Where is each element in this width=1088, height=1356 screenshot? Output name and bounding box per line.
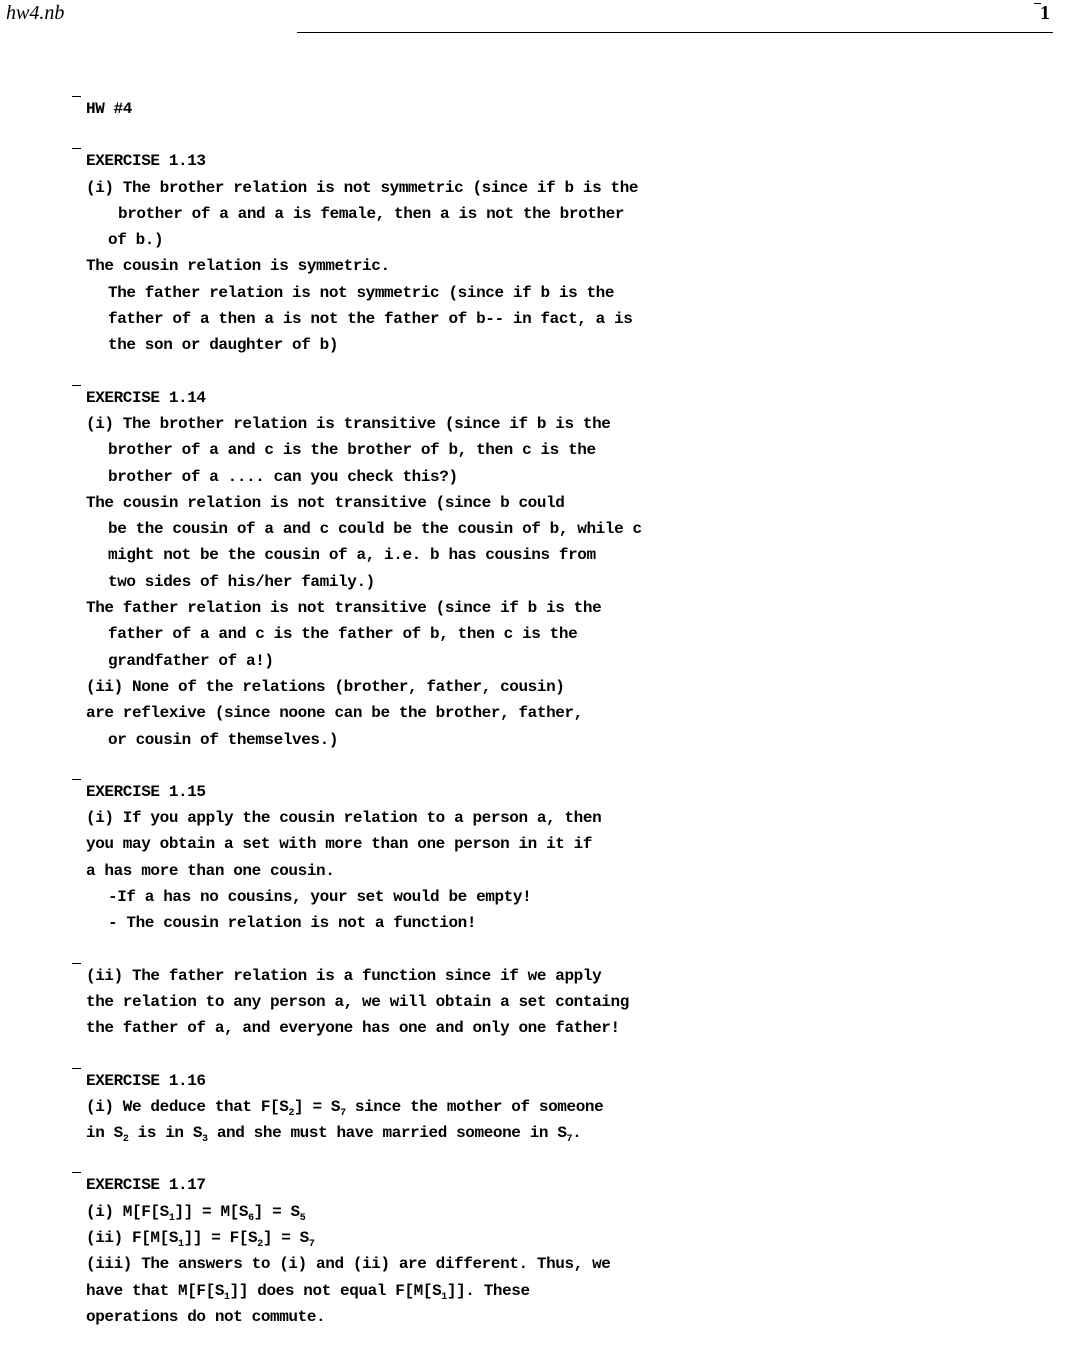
text-segment: ]] = F[S xyxy=(183,1228,258,1247)
text-line xyxy=(86,1199,726,1225)
text-line: (iii) The answers to (i) and (ii) are different. Thus, we xyxy=(86,1255,611,1274)
subscript: 7 xyxy=(566,1134,573,1146)
exercise-1-17-cell xyxy=(86,1172,726,1330)
notebook-filename: hw4.nb xyxy=(6,2,65,24)
text-line: The father relation is not symmetric (since if b is the xyxy=(108,283,615,302)
text-line: The cousin relation is symmetric. xyxy=(86,257,390,276)
subscript: 1 xyxy=(168,1212,175,1224)
notebook-content xyxy=(86,96,726,1356)
cell-bracket[interactable] xyxy=(72,1068,81,1069)
text-line: - The cousin relation is not a function! xyxy=(108,914,477,933)
subscript: 7 xyxy=(308,1239,315,1251)
subscript: 2 xyxy=(257,1239,263,1251)
cell-bracket[interactable] xyxy=(72,148,81,149)
text-segment: and she must have married someone in S xyxy=(207,1124,567,1143)
page-number: 1 xyxy=(1040,2,1050,24)
text-segment: ] = S xyxy=(253,1202,300,1221)
text-line: the son or daughter of b) xyxy=(108,336,339,355)
text-line: The cousin relation is not transitive (since b could xyxy=(86,493,565,512)
text-line xyxy=(86,1094,726,1120)
hw-title: HW #4 xyxy=(86,100,133,118)
text-line: operations do not commute. xyxy=(86,1307,326,1326)
exercise-heading: EXERCISE 1.15 xyxy=(86,782,206,801)
text-line: (i) The brother relation is transitive (since if b is the xyxy=(86,414,611,433)
subscript: 2 xyxy=(288,1107,295,1119)
text-segment: have that M[F[S xyxy=(86,1281,225,1300)
subscript: 6 xyxy=(248,1212,254,1224)
subscript: 1 xyxy=(224,1291,230,1303)
text-line: or cousin of themselves.) xyxy=(108,730,339,749)
exercise-1-14-cell xyxy=(86,385,726,753)
text-segment: (i) We deduce that F[S xyxy=(86,1097,289,1116)
text-segment: ] = S xyxy=(262,1228,309,1247)
text-segment: (i) M[F[S xyxy=(86,1202,169,1221)
text-line: (i) The brother relation is not symmetric (since if b is the xyxy=(86,178,639,197)
text-line: the father of a, and everyone has one and only one father! xyxy=(86,1019,620,1038)
text-segment: ]]. These xyxy=(446,1281,530,1300)
text-line: brother of a and c is the brother of b, then c is the xyxy=(108,441,596,460)
text-line: brother of a .... can you check this?) xyxy=(108,467,458,486)
cell-bracket[interactable] xyxy=(72,779,81,780)
text-line: father of a then a is not the father of b-- in fact, a is xyxy=(108,310,633,329)
text-line xyxy=(86,1120,726,1146)
text-line: you may obtain a set with more than one person in it if xyxy=(86,835,593,854)
exercise-heading: EXERCISE 1.14 xyxy=(86,388,206,407)
text-segment: ]] does not equal F[M[S xyxy=(229,1281,442,1300)
cell-bracket[interactable] xyxy=(72,963,81,964)
cell-bracket[interactable] xyxy=(72,96,81,97)
text-line: brother of a and a is female, then a is not the brother xyxy=(118,204,625,223)
text-segment: in S xyxy=(86,1124,123,1143)
cell-bracket[interactable] xyxy=(72,385,81,386)
text-segment: since the mother of someone xyxy=(345,1097,604,1116)
exercise-1-16-cell xyxy=(86,1068,726,1147)
text-line: (ii) The father relation is a function since if we apply xyxy=(86,966,602,985)
text-line xyxy=(86,1278,726,1304)
exercise-1-13-cell xyxy=(86,148,726,358)
header-rule xyxy=(297,32,1053,33)
text-line: (ii) None of the relations (brother, father, cousin) xyxy=(86,677,565,696)
text-line: a has more than one cousin. xyxy=(86,861,335,880)
text-line: two sides of his/her family.) xyxy=(108,572,375,591)
text-line xyxy=(86,1225,726,1251)
text-segment: ] = S xyxy=(294,1097,341,1116)
cell-bracket[interactable] xyxy=(72,1172,81,1173)
text-line: of b.) xyxy=(108,231,164,250)
text-segment: is in S xyxy=(128,1124,203,1143)
text-segment: . xyxy=(572,1124,582,1143)
title-cell xyxy=(86,96,726,122)
subscript: 2 xyxy=(122,1134,129,1146)
text-line: (i) If you apply the cousin relation to a person a, then xyxy=(86,809,602,828)
text-line: the relation to any person a, we will obtain a set containg xyxy=(86,992,629,1011)
exercise-heading: EXERCISE 1.13 xyxy=(86,152,206,171)
text-line: -If a has no cousins, your set would be empty! xyxy=(108,888,532,907)
subscript: 3 xyxy=(202,1134,208,1146)
subscript: 1 xyxy=(178,1239,184,1251)
text-segment: ]] = M[S xyxy=(174,1202,249,1221)
text-line: be the cousin of a and c could be the cousin of b, while c xyxy=(108,520,642,539)
text-segment: (ii) F[M[S xyxy=(86,1228,179,1247)
exercise-1-15-part-ii-cell xyxy=(86,963,726,1042)
text-line: grandfather of a!) xyxy=(108,651,274,670)
exercise-heading: EXERCISE 1.16 xyxy=(86,1071,206,1090)
text-line: father of a and c is the father of b, then c is the xyxy=(108,625,578,644)
exercise-heading: EXERCISE 1.17 xyxy=(86,1176,206,1195)
text-line: The father relation is not transitive (since if b is the xyxy=(86,599,602,618)
subscript: 5 xyxy=(299,1212,306,1224)
text-line: might not be the cousin of a, i.e. b has cousins from xyxy=(108,546,596,565)
text-line: are reflexive (since noone can be the brother, father, xyxy=(86,704,583,723)
exercise-1-15-cell xyxy=(86,779,726,937)
subscript: 7 xyxy=(340,1107,346,1119)
subscript: 1 xyxy=(441,1291,447,1303)
